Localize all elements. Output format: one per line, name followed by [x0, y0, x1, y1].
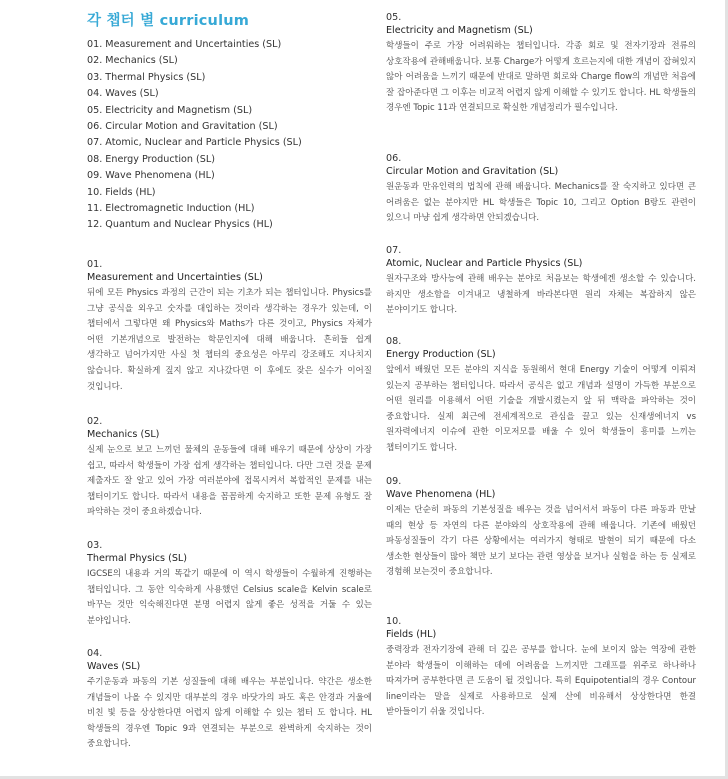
section-body: 중력장과 전자기장에 관해 더 깊은 공부를 합니다. 눈에 보이지 않는 역장에 관한 분야라 학생들이 이해하는 데에 어려움을 느끼지만 그래프를 위주로 하나하나 따져가며 공부한다면 큰 도움이 될 것입니다. 특히 Equipotential의 경우 Contour line이라는 말을 실제로 사용하므로 실제 산에 비유해서 상상한다면 한결 받아들이기 쉬울 것입니다.	[386, 645, 696, 718]
section-title: Fields (HL)	[386, 629, 437, 640]
section-number: 04.	[87, 648, 103, 659]
section-number: 06.	[386, 153, 402, 164]
chapter-list-item: 10. Fields (HL)	[87, 186, 156, 198]
section-body: 주기운동과 파동의 기본 성질들에 대해 배우는 부분입니다. 약간은 생소한 개념들이 나올 수 있지만 대부분의 경우 바닷가의 파도 혹은 안경과 거울에 비친 빛 등을 상상한다면 어렵지 않게 이해할 수 있는 챕터 도 합니다. HL 학생들의 경우엔 Topic 9과 연결되는 부분으로 완벽하게 숙지하는 것이 중요합니다.	[87, 677, 372, 750]
chapter-list-item: 12. Quantum and Nuclear Physics (HL)	[87, 219, 273, 231]
curriculum-heading: 각 챕터 별 curriculum	[87, 13, 250, 29]
section-title: Circular Motion and Gravitation (SL)	[386, 166, 559, 177]
chapter-section-09	[386, 475, 696, 581]
chapter-list-item: 07. Atomic, Nuclear and Particle Physics (SL)	[87, 137, 302, 149]
chapter-section-01	[87, 258, 372, 395]
section-title: Waves (SL)	[87, 661, 141, 672]
chapter-section-03	[87, 539, 372, 629]
section-number: 03.	[87, 540, 103, 551]
section-body: 실제 눈으로 보고 느끼던 물체의 운동들에 대해 배우기 때문에 상상이 가장 쉽고, 따라서 학생들이 가장 쉽게 생각하는 챕터입니다. 다만 그런 것을 문제 제출자도 잘 알고 있어 가장 여러분야에 접목시켜서 복합적인 문제를 내는 챕터이기도 합니다. 따라서 내용을 꼼꼼하게 숙지하고 또한 문제 유형도 잘 파악하는 것이 중요하겠습니다.	[87, 445, 372, 518]
section-body: 뒤에 모든 Physics 과정의 근간이 되는 기초가 되는 챕터입니다. Physics를 그냥 공식을 외우고 숫자를 대입하는 것이라 생각하는 경우가 있는데, 이 챕터에서 그렇다면 왜 Physics와 Maths가 다른 것이고, Physics 자체가 어떤 기본개념으로 발전하는 학문인지에 대해 배웁니다. 흔히들 쉽게 생각하고 넘어가지만 사실 첫 챕터의 중요성은 아무리 강조해도 지나치지 않습니다. 확실하게 짚지 않고 지나갔다면 이 후에도 잦은 실수가 이어질 것입니다.	[87, 288, 372, 392]
section-number: 10.	[386, 616, 402, 627]
chapter-section-04	[87, 647, 372, 753]
chapter-list-item: 01. Measurement and Uncertainties (SL)	[87, 39, 282, 50]
section-body: 원운동과 만유인력의 법칙에 관해 배웁니다. Mechanics를 잘 숙지하고 있다면 큰 어려움은 없는 분야지만 HL 학생들은 Topic 10, 그리고 Option B랑도 관련이 있으니 마냥 쉽게 생각하면 안되겠습니다.	[386, 182, 696, 224]
chapter-list-item: 04. Waves (SL)	[87, 88, 159, 100]
section-body: IGCSE의 내용과 거의 똑같기 때문에 이 역시 학생들이 수월하게 진행하는 챕터입니다. 그 동안 익숙하게 사용했던 Celsius scale을 Kelvin scale로 바꾸는 것만 익숙해진다면 분명 어렵지 않게 좋은 성적을 거둘 수 있는 분야입니다.	[87, 569, 372, 626]
section-title: Measurement and Uncertainties (SL)	[87, 272, 263, 283]
chapter-list-item: 09. Wave Phenomena (HL)	[87, 170, 215, 182]
chapter-list-item: 05. Electricity and Magnetism (SL)	[87, 104, 253, 116]
chapter-list	[87, 37, 302, 234]
section-body: 원자구조와 방사능에 관해 배우는 분야로 처음보는 학생에겐 생소할 수 있습니다. 하지만 생소함을 이겨내고 냉철하게 바라본다면 원리 자체는 복잡하지 않은 분야이기도 합니다.	[386, 274, 696, 316]
section-title: Energy Production (SL)	[386, 349, 496, 360]
chapter-list-item: 06. Circular Motion and Gravitation (SL)	[87, 121, 278, 133]
section-title: Thermal Physics (SL)	[87, 553, 188, 564]
chapter-section-05	[386, 11, 696, 117]
section-number: 09.	[386, 476, 402, 487]
chapter-list-item: 03. Thermal Physics (SL)	[87, 71, 206, 83]
chapter-section-06	[386, 152, 696, 227]
section-number: 01.	[87, 259, 103, 270]
section-number: 07.	[386, 245, 402, 256]
section-title: Mechanics (SL)	[87, 429, 160, 440]
chapter-section-07	[386, 244, 696, 319]
chapter-section-10	[386, 615, 696, 721]
section-title: Electricity and Magnetism (SL)	[386, 25, 533, 36]
chapter-list-item: 08. Energy Production (SL)	[87, 153, 215, 165]
chapter-list-item: 02. Mechanics (SL)	[87, 55, 178, 67]
section-body: 앞에서 배웠던 모든 분야의 지식을 동원해서 현대 Energy 기술이 어떻게 이뤄져 있는지 공부하는 챕터입니다. 따라서 공식은 없고 개념과 설명이 가득한 부분으로 어떤 원리를 이용해서 어떤 기술을 개발시켰는지 앞 뒤 맥락을 파악하는 것이 중요합니다. 실제 최근에 전세계적으로 관심을 끌고 있는 신재생에너지 vs 원자력에너지 이슈에 관한 이모저모를 배울 수 있어 학생들이 흥미를 느끼는 챕터이기도 합니다.	[386, 365, 696, 453]
section-number: 05.	[386, 12, 402, 23]
section-title: Wave Phenomena (HL)	[386, 489, 496, 500]
section-title: Atomic, Nuclear and Particle Physics (SL)	[386, 258, 583, 269]
section-body: 이제는 단순히 파동의 기본성질을 배우는 것을 넘어서서 파동이 다른 파동과 만날 때의 현상 등 자연의 다른 분야와의 상호작용에 관해 배웁니다. 기존에 배웠던 파동성질들이 각기 다른 상황에서는 여러가지 형태로 발현이 되기 때문에 다소 생소한 현상들이 많아 책만 보기 보다는 관련 영상을 보거나 실험을 하는 등 실제로 경험해 보는것이 중요합니다.	[386, 505, 696, 578]
chapter-section-02	[87, 415, 372, 521]
section-body: 학생들이 주로 가장 어려워하는 챕터입니다. 각종 회로 및 전자기장과 전류의 상호작용에 관해배웁니다. 보통 Charge가 어떻게 흐르는지에 대한 개념이 잡혀있지 않아 어려움을 느끼기 때문에 반대로 말하면 회로와 Charge flow의 개념만 처음에 잘 잡아준다면 그 이후는 비교적 어렵지 않게 이해할 수 있기도 합니다. HL 학생들의 경우엔 Topic 11과 연결되므로 확실한 개념정리가 필수입니다.	[386, 41, 696, 114]
section-number: 08.	[386, 336, 402, 347]
chapter-section-08	[386, 335, 696, 457]
section-number: 02.	[87, 416, 103, 427]
chapter-list-item: 11. Electromagnetic Induction (HL)	[87, 203, 255, 215]
